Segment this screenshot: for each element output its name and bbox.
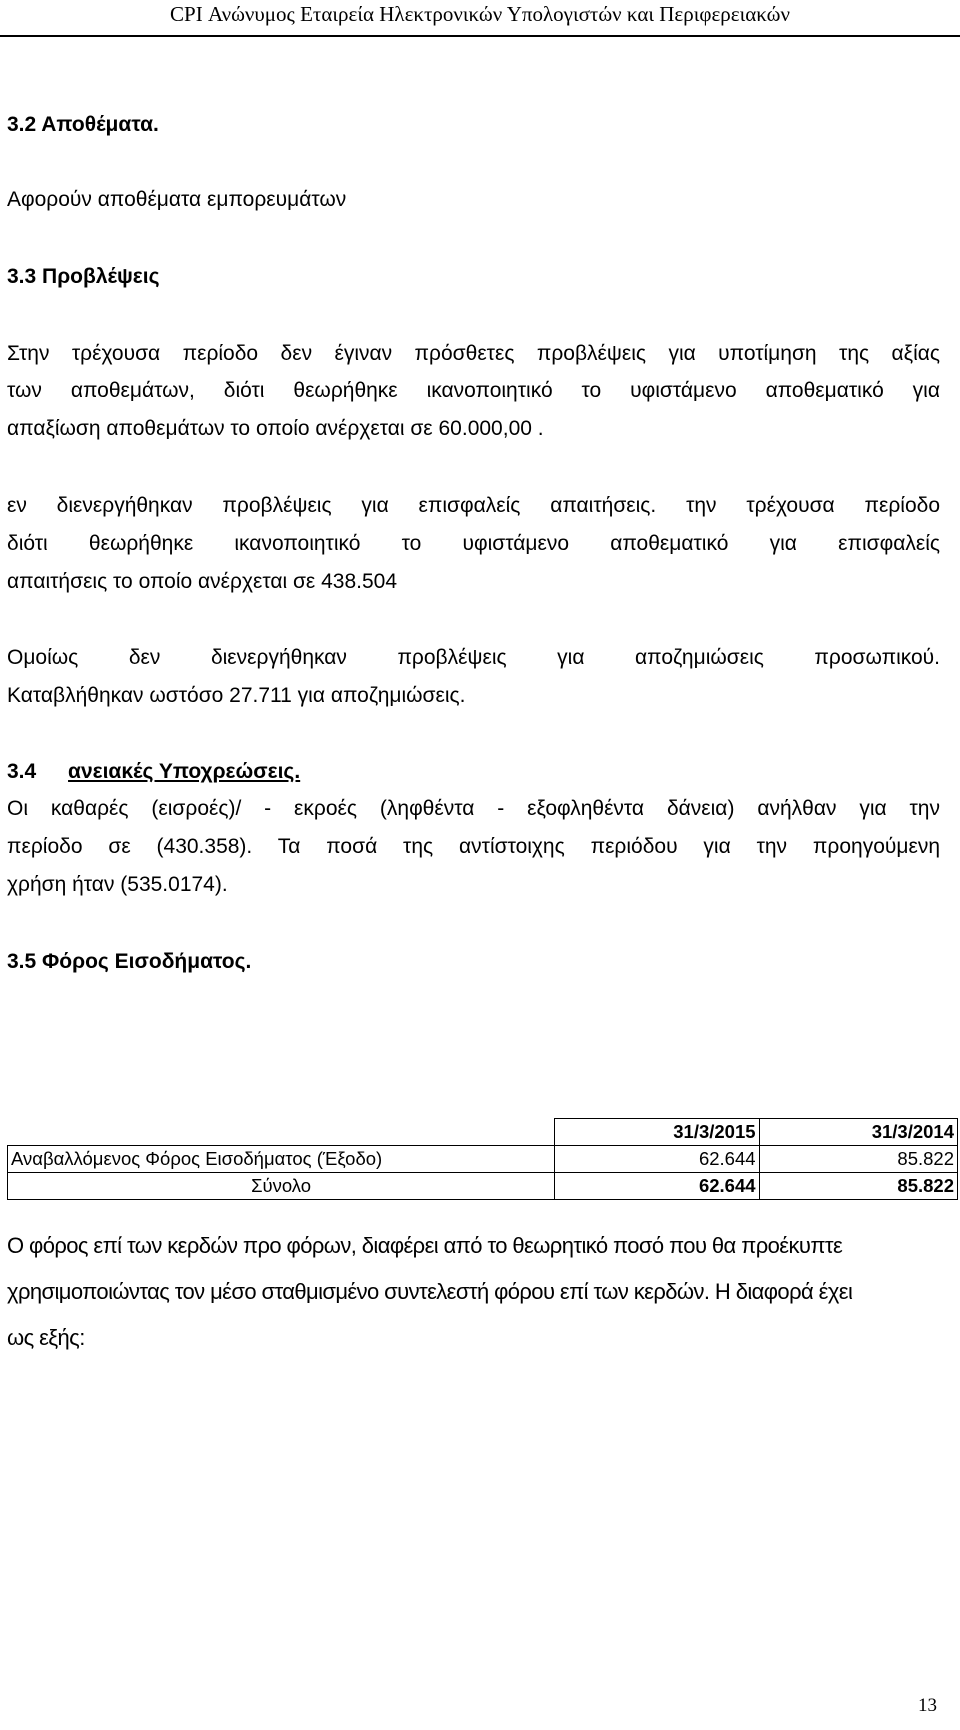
total-value-2015: 62.644 — [555, 1173, 759, 1200]
section-title: ανειακές Υποχρεώσεις. — [68, 760, 301, 783]
column-header-2014: 31/3/2014 — [759, 1119, 957, 1146]
table-header-row — [8, 1119, 958, 1146]
total-label: Σύνολο — [8, 1173, 555, 1200]
page-number: 13 — [918, 1695, 937, 1716]
paragraph-line: Στην τρέχουσα περίοδο δεν έγιναν πρόσθετες προβλέψεις για υποτίμηση της αξίας — [7, 342, 940, 365]
section-3-3-heading: 3.3 Προβλέψεις — [7, 265, 160, 288]
row-value-2014: 85.822 — [759, 1146, 957, 1173]
section-3-4-heading — [7, 760, 300, 784]
paragraph-line: Ο φόρος επί των κερδών προ φόρων, διαφέρει από το θεωρητικό ποσό που θα προέκυπτε — [7, 1233, 843, 1258]
paragraph-line: απαιτήσεις το οποίο ανέρχεται σε 438.504 — [7, 570, 398, 593]
paragraph-line: χρήση ήταν (535.0174). — [7, 873, 228, 896]
paragraph-line: εν διενεργήθηκαν προβλέψεις για επισφαλείς απαιτήσεις. την τρέχουσα περίοδο — [7, 494, 940, 517]
page-header: CPI Ανώνυμος Εταιρεία Ηλεκτρονικών Υπολογιστών και Περιφερειακών — [170, 2, 790, 26]
table-cell-empty — [8, 1119, 555, 1146]
section-3-2-text: Αφορούν αποθέματα εμπορευμάτων — [7, 188, 347, 211]
column-header-2015: 31/3/2015 — [555, 1119, 759, 1146]
paragraph-line: απαξίωση αποθεμάτων το οποίο ανέρχεται σε 60.000,00 . — [7, 417, 544, 440]
row-value-2015: 62.644 — [555, 1146, 759, 1173]
paragraph-line: Οι καθαρές (εισροές)/ - εκροές (ληφθέντα - εξοφληθέντα δάνεια) ανήλθαν για την — [7, 797, 940, 820]
header-divider — [0, 35, 960, 37]
table-total-row — [8, 1173, 958, 1200]
paragraph-line: χρησιμοποιώντας τον μέσο σταθμισμένο συντελεστή φόρου επί των κερδών. Η διαφορά έχει — [7, 1279, 853, 1304]
row-label: Αναβαλλόμενος Φόρος Εισοδήματος (Έξοδο) — [8, 1146, 555, 1173]
paragraph-line: Ομοίως δεν διενεργήθηκαν προβλέψεις για αποζημιώσεις προσωπικού. — [7, 646, 940, 669]
paragraph-line: περίοδο σε (430.358). Τα ποσά της αντίστοιχης περιόδου για την προηγούμενη — [7, 835, 940, 858]
income-tax-table — [7, 1118, 958, 1200]
total-value-2014: 85.822 — [759, 1173, 957, 1200]
table-row — [8, 1146, 958, 1173]
paragraph-line: διότι θεωρήθηκε ικανοποιητικό το υφιστάμενο αποθεματικό για επισφαλείς — [7, 532, 940, 555]
section-number: 3.4 — [7, 760, 37, 783]
paragraph-line: των αποθεμάτων, διότι θεωρήθηκε ικανοποιητικό το υφιστάμενο αποθεματικό για — [7, 379, 940, 402]
paragraph-line: ως εξής: — [7, 1325, 85, 1350]
section-3-2-heading: 3.2 Αποθέματα. — [7, 113, 159, 136]
paragraph-line: Καταβλήθηκαν ωστόσο 27.711 για αποζημιώσεις. — [7, 684, 466, 707]
section-3-5-heading: 3.5 Φόρος Εισοδήματος. — [7, 950, 252, 973]
